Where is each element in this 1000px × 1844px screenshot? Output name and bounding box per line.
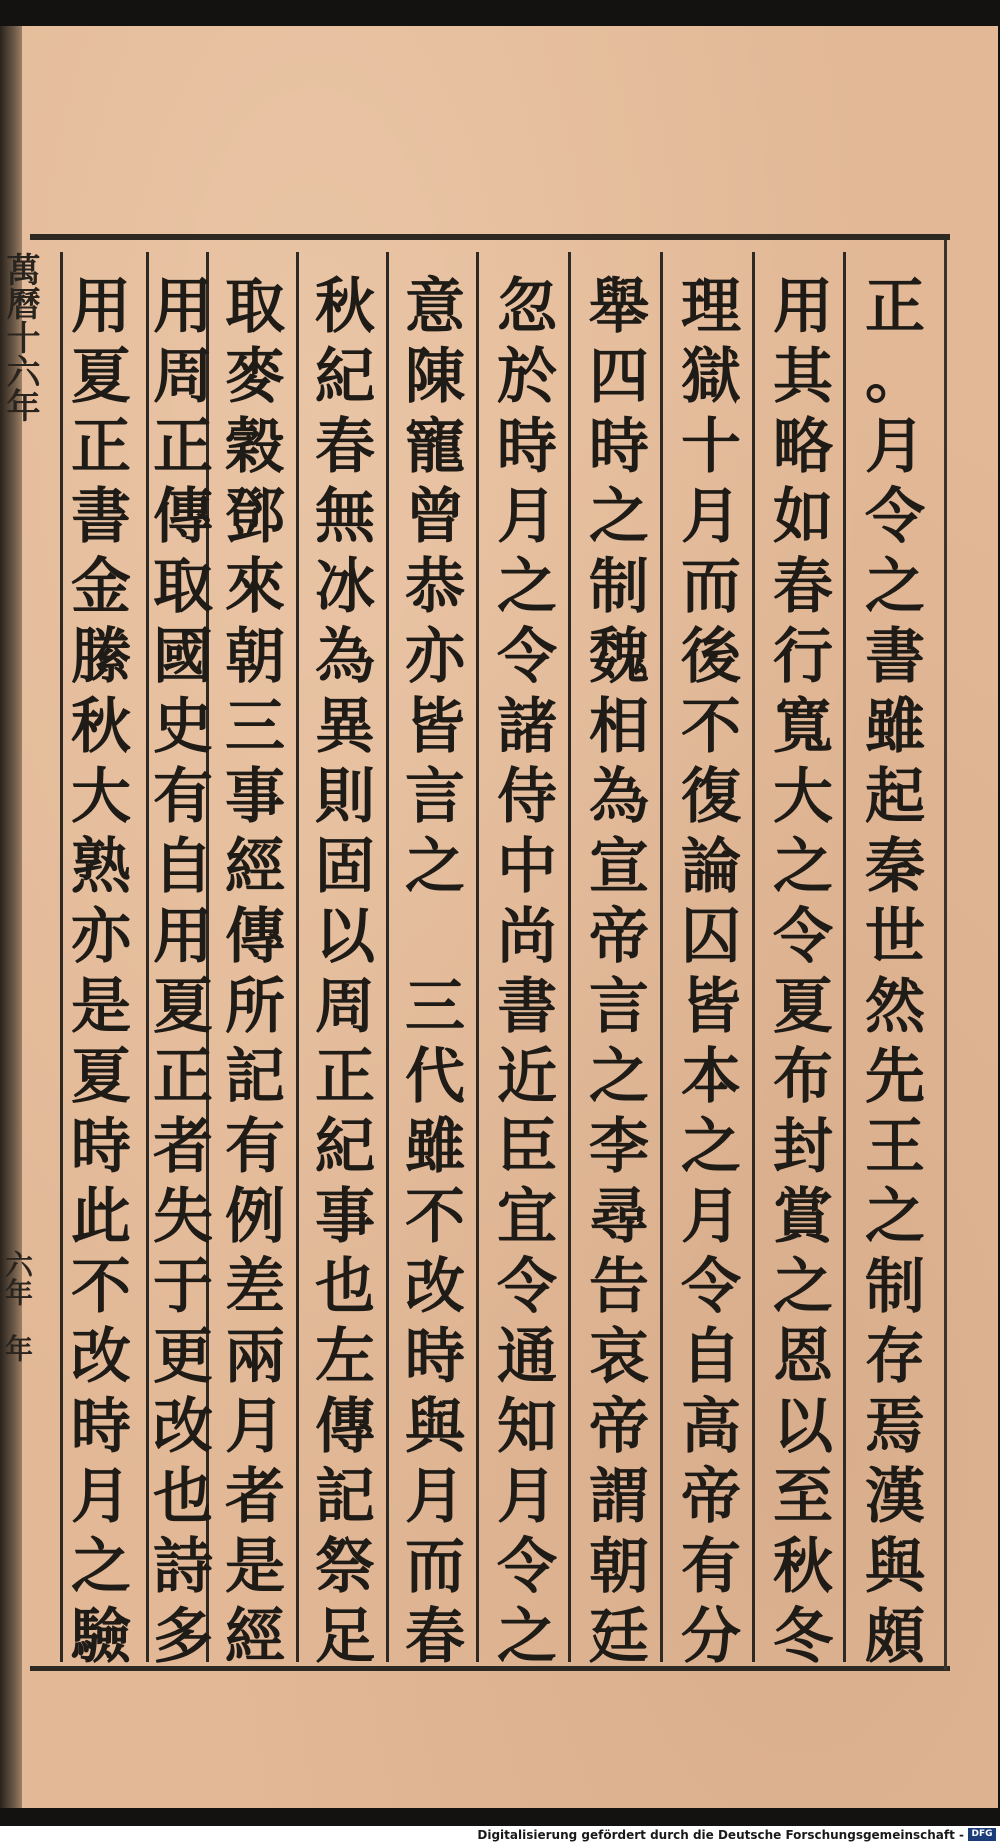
margin-lower-note	[0, 1250, 40, 1362]
glyph: 也	[153, 1462, 213, 1532]
glyph: 略	[773, 412, 833, 482]
margin-title-text: 萬曆十六年	[0, 252, 40, 422]
glyph: 論	[681, 832, 741, 902]
glyph: 代	[405, 1042, 465, 1112]
glyph: 金	[71, 552, 131, 622]
glyph: 侍	[497, 762, 557, 832]
glyph: 秋	[773, 1532, 833, 1602]
frame-right-border	[944, 240, 947, 1670]
glyph: 令	[865, 482, 925, 552]
glyph: 取	[153, 552, 213, 622]
glyph: 時	[497, 412, 557, 482]
glyph: 左	[315, 1322, 375, 1392]
glyph: 令	[497, 1532, 557, 1602]
glyph: 言	[589, 972, 649, 1042]
glyph: 秦	[865, 832, 925, 902]
glyph: 月	[681, 1182, 741, 1252]
glyph: 以	[315, 902, 375, 972]
glyph: 至	[773, 1462, 833, 1532]
glyph: 用	[71, 272, 131, 342]
glyph: 通	[497, 1322, 557, 1392]
glyph: 令	[773, 902, 833, 972]
glyph: 皆	[405, 692, 465, 762]
text-column-10	[58, 272, 144, 1672]
glyph: 漢	[865, 1462, 925, 1532]
glyph: 。	[865, 342, 925, 412]
glyph: 諸	[497, 692, 557, 762]
glyph: 者	[225, 1462, 285, 1532]
footer-credit: Digitalisierung gefördert durch die Deutsche Forschungsgemeinschaft -	[477, 1828, 964, 1842]
glyph: 宣	[589, 832, 649, 902]
glyph: 獄	[681, 342, 741, 412]
frame-top-border	[30, 234, 950, 240]
glyph: 朝	[225, 622, 285, 692]
glyph: 大	[773, 762, 833, 832]
glyph: 異	[315, 692, 375, 762]
glyph: 月	[405, 1462, 465, 1532]
glyph: 正	[153, 1042, 213, 1112]
glyph: 曾	[405, 482, 465, 552]
glyph: 四	[589, 342, 649, 412]
glyph: 分	[681, 1602, 741, 1672]
glyph: 冬	[773, 1602, 833, 1672]
glyph: 雖	[405, 1112, 465, 1182]
glyph: 事	[225, 762, 285, 832]
glyph: 臣	[497, 1112, 557, 1182]
glyph: 寵	[405, 412, 465, 482]
glyph: 中	[497, 832, 557, 902]
glyph: 此	[71, 1182, 131, 1252]
glyph: 冰	[315, 552, 375, 622]
glyph: 用	[773, 272, 833, 342]
glyph: 恭	[405, 552, 465, 622]
glyph: 周	[153, 342, 213, 412]
glyph: 正	[71, 412, 131, 482]
glyph: 而	[681, 552, 741, 622]
glyph: 李	[589, 1112, 649, 1182]
glyph: 與	[405, 1392, 465, 1462]
glyph: 來	[225, 552, 285, 622]
glyph: 兩	[225, 1322, 285, 1392]
glyph: 令	[497, 622, 557, 692]
glyph: 夏	[153, 972, 213, 1042]
glyph: 失	[153, 1182, 213, 1252]
glyph: 與	[865, 1532, 925, 1602]
glyph: 寬	[773, 692, 833, 762]
glyph: 例	[225, 1182, 285, 1252]
glyph: 足	[315, 1602, 375, 1672]
glyph: 有	[225, 1112, 285, 1182]
glyph: 哀	[589, 1322, 649, 1392]
glyph: 經	[225, 832, 285, 902]
glyph: 雖	[865, 692, 925, 762]
glyph: 不	[681, 692, 741, 762]
glyph: 正	[315, 1042, 375, 1112]
glyph: 焉	[865, 1392, 925, 1462]
glyph: 舉	[589, 272, 649, 342]
glyph: 理	[681, 272, 741, 342]
glyph: 事	[315, 1182, 375, 1252]
glyph: 正	[153, 412, 213, 482]
glyph: 本	[681, 1042, 741, 1112]
glyph: 之	[681, 1112, 741, 1182]
glyph: 詩	[153, 1532, 213, 1602]
glyph: 是	[71, 972, 131, 1042]
glyph: 賞	[773, 1182, 833, 1252]
glyph: 夏	[71, 342, 131, 412]
glyph: 尚	[497, 902, 557, 972]
glyph: 月	[865, 412, 925, 482]
glyph: 傳	[225, 902, 285, 972]
glyph: 之	[589, 1042, 649, 1112]
glyph: 紀	[315, 1112, 375, 1182]
text-column-4	[576, 272, 662, 1672]
glyph: 熟	[71, 832, 131, 902]
glyph: 如	[773, 482, 833, 552]
glyph: 月	[497, 1462, 557, 1532]
glyph: 帝	[589, 1392, 649, 1462]
glyph: 於	[497, 342, 557, 412]
glyph: 帝	[681, 1462, 741, 1532]
glyph: 封	[773, 1112, 833, 1182]
glyph: 自	[681, 1322, 741, 1392]
glyph: 告	[589, 1252, 649, 1322]
glyph: 穀	[225, 412, 285, 482]
glyph: 制	[589, 552, 649, 622]
glyph: 之	[865, 1182, 925, 1252]
glyph: 書	[71, 482, 131, 552]
glyph: 為	[589, 762, 649, 832]
glyph: 時	[405, 1322, 465, 1392]
glyph: 有	[681, 1532, 741, 1602]
glyph: 存	[865, 1322, 925, 1392]
glyph: 春	[405, 1602, 465, 1672]
glyph: 時	[71, 1112, 131, 1182]
glyph: 後	[681, 622, 741, 692]
glyph: 月	[681, 482, 741, 552]
glyph: 則	[315, 762, 375, 832]
glyph: 夏	[71, 1042, 131, 1112]
glyph: 改	[71, 1322, 131, 1392]
glyph: 記	[315, 1462, 375, 1532]
glyph: 復	[681, 762, 741, 832]
dfg-logo: DFG	[968, 1828, 996, 1841]
margin-lower-note-text: 六年 年	[1, 1250, 34, 1362]
glyph: 月	[225, 1392, 285, 1462]
glyph: 有	[153, 762, 213, 832]
text-column-7	[302, 272, 388, 1672]
glyph: 祭	[315, 1532, 375, 1602]
glyph: 無	[315, 482, 375, 552]
glyph: 之	[405, 832, 465, 902]
glyph: 亦	[71, 902, 131, 972]
glyph: 行	[773, 622, 833, 692]
glyph: 而	[405, 1532, 465, 1602]
glyph: 十	[681, 412, 741, 482]
glyph: 不	[71, 1252, 131, 1322]
glyph: 宜	[497, 1182, 557, 1252]
glyph: 麥	[225, 342, 285, 412]
glyph: 三	[225, 692, 285, 762]
glyph: 以	[773, 1392, 833, 1462]
glyph: 尋	[589, 1182, 649, 1252]
glyph: 多	[153, 1602, 213, 1672]
glyph: 之	[589, 482, 649, 552]
glyph: 改	[153, 1392, 213, 1462]
glyph: 時	[71, 1392, 131, 1462]
glyph: 大	[71, 762, 131, 832]
glyph: 夏	[773, 972, 833, 1042]
glyph: 皆	[681, 972, 741, 1042]
glyph: 用	[153, 902, 213, 972]
glyph: 時	[589, 412, 649, 482]
glyph: 春	[773, 552, 833, 622]
glyph: 之	[71, 1532, 131, 1602]
glyph: 頗	[865, 1602, 925, 1672]
glyph: 傳	[153, 482, 213, 552]
glyph: 秋	[315, 272, 375, 342]
text-column-3	[668, 272, 754, 1672]
text-column-9	[140, 272, 226, 1672]
glyph: 三	[405, 972, 465, 1042]
glyph: 之	[497, 1602, 557, 1672]
glyph: 為	[315, 622, 375, 692]
glyph: 固	[315, 832, 375, 902]
glyph: 令	[681, 1252, 741, 1322]
glyph: 差	[225, 1252, 285, 1322]
glyph: 改	[405, 1252, 465, 1322]
glyph: 周	[315, 972, 375, 1042]
text-column-5	[484, 272, 570, 1672]
glyph: 之	[497, 552, 557, 622]
glyph: 月	[71, 1462, 131, 1532]
glyph: 也	[315, 1252, 375, 1322]
glyph: 是	[225, 1532, 285, 1602]
glyph: 書	[497, 972, 557, 1042]
text-column-2	[760, 272, 846, 1672]
text-column-6	[392, 272, 478, 1672]
glyph: 自	[153, 832, 213, 902]
glyph: 書	[865, 622, 925, 692]
glyph: 世	[865, 902, 925, 972]
glyph: 經	[225, 1602, 285, 1672]
glyph: 之	[773, 1252, 833, 1322]
glyph: 用	[153, 272, 213, 342]
glyph: 之	[865, 552, 925, 622]
glyph: 不	[405, 1182, 465, 1252]
glyph: 言	[405, 762, 465, 832]
glyph: 取	[225, 272, 285, 342]
glyph: 恩	[773, 1322, 833, 1392]
glyph: 陳	[405, 342, 465, 412]
glyph: 傳	[315, 1392, 375, 1462]
glyph: 驗	[71, 1602, 131, 1672]
glyph: 鄧	[225, 482, 285, 552]
glyph: 于	[153, 1252, 213, 1322]
text-column-1	[852, 272, 938, 1672]
glyph: 相	[589, 692, 649, 762]
glyph: 廷	[589, 1602, 649, 1672]
glyph: 布	[773, 1042, 833, 1112]
glyph: 囚	[681, 902, 741, 972]
margin-title	[0, 252, 40, 422]
glyph: 史	[153, 692, 213, 762]
glyph: 所	[225, 972, 285, 1042]
glyph: 月	[497, 482, 557, 552]
glyph: 縢	[71, 622, 131, 692]
glyph: 高	[681, 1392, 741, 1462]
glyph: 王	[865, 1112, 925, 1182]
glyph: 然	[865, 972, 925, 1042]
glyph: 令	[497, 1252, 557, 1322]
glyph: 知	[497, 1392, 557, 1462]
glyph: 更	[153, 1322, 213, 1392]
glyph: 春	[315, 412, 375, 482]
glyph: 近	[497, 1042, 557, 1112]
glyph	[405, 902, 465, 972]
glyph: 其	[773, 342, 833, 412]
glyph: 亦	[405, 622, 465, 692]
glyph: 起	[865, 762, 925, 832]
glyph: 秋	[71, 692, 131, 762]
glyph: 者	[153, 1112, 213, 1182]
glyph: 紀	[315, 342, 375, 412]
glyph: 先	[865, 1042, 925, 1112]
glyph: 正	[865, 272, 925, 342]
glyph: 記	[225, 1042, 285, 1112]
glyph: 朝	[589, 1532, 649, 1602]
glyph: 帝	[589, 902, 649, 972]
glyph: 謂	[589, 1462, 649, 1532]
glyph: 魏	[589, 622, 649, 692]
glyph: 之	[773, 832, 833, 902]
glyph: 國	[153, 622, 213, 692]
glyph: 制	[865, 1252, 925, 1322]
glyph: 意	[405, 272, 465, 342]
glyph: 忽	[497, 272, 557, 342]
